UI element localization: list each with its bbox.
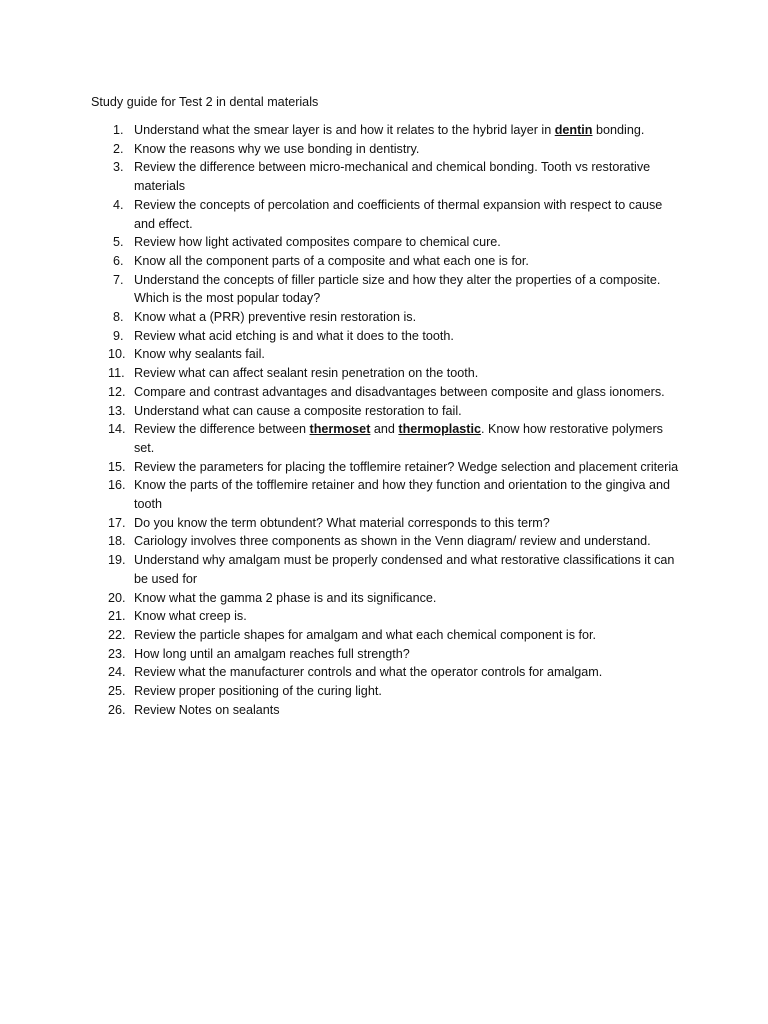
list-item — [108, 233, 680, 252]
list-item-number: 18. — [108, 534, 126, 549]
list-item-text — [134, 121, 680, 140]
text-segment: Review proper positioning of the curing light. — [134, 684, 382, 699]
list-item — [108, 271, 680, 308]
list-item — [108, 607, 680, 626]
list-item — [108, 158, 680, 195]
list-item-text — [134, 626, 680, 645]
list-item-number: 22. — [108, 627, 126, 642]
text-segment: Review what acid etching is and what it does to the tooth. — [134, 328, 454, 343]
list-item — [108, 626, 680, 645]
text-segment: Review the concepts of percolation and coefficients of thermal expansion with respect to cause and effect. — [134, 197, 663, 231]
list-item-number: 2. — [113, 141, 124, 156]
text-segment: Compare and contrast advantages and disadvantages between composite and glass ionomers. — [134, 384, 665, 399]
list-item — [108, 476, 680, 513]
list-item — [108, 402, 680, 421]
list-item-number: 24. — [108, 665, 126, 680]
list-item — [108, 121, 680, 140]
list-item-text — [134, 402, 680, 421]
list-item — [108, 682, 680, 701]
text-segment: Review the parameters for placing the tofflemire retainer? Wedge selection and placement criteria — [134, 459, 679, 474]
text-segment: Cariology involves three components as shown in the Venn diagram/ review and understand. — [134, 534, 651, 549]
text-segment: Understand why amalgam must be properly condensed and what restorative classifications it can be used for — [134, 553, 675, 586]
list-item-number: 10. — [108, 347, 126, 362]
text-segment: Review the difference between — [134, 422, 310, 437]
list-item-text — [134, 607, 680, 626]
text-segment: Review what the manufacturer controls and what the operator controls for amalgam. — [134, 665, 603, 680]
list-item — [108, 551, 680, 588]
list-item-number: 11. — [108, 366, 125, 381]
text-segment: Know what a (PRR) preventive resin restoration is. — [134, 310, 417, 325]
text-segment: Review the difference between micro-mechanical and chemical bonding. Tooth vs restorative materials — [134, 160, 651, 194]
list-item — [108, 663, 680, 682]
list-item-number: 25. — [108, 684, 126, 699]
text-segment: Know the parts of the tofflemire retainer and how they function and orientation to the gingiva and tooth — [134, 478, 671, 512]
list-item-text — [134, 420, 680, 457]
list-item — [108, 383, 680, 402]
text-segment: Know why sealants fail. — [134, 347, 265, 362]
list-item-number: 1. — [113, 123, 124, 137]
list-item — [108, 252, 680, 271]
list-item-number: 9. — [113, 328, 124, 343]
text-segment: Know what creep is. — [134, 609, 247, 624]
list-item-text — [134, 514, 680, 533]
list-item-number: 12. — [108, 384, 126, 399]
list-item-number: 19. — [108, 553, 126, 568]
list-item-text — [134, 140, 680, 159]
text-segment: . Know how restorative polymers set. — [134, 422, 663, 455]
list-item-number: 21. — [108, 609, 126, 624]
study-guide-list — [108, 121, 680, 720]
list-item-text — [134, 345, 680, 364]
list-item-number: 8. — [113, 310, 124, 325]
list-item-number: 14. — [108, 422, 126, 437]
emphasized-term: dentin — [554, 123, 593, 137]
text-segment: and — [370, 422, 399, 437]
list-item — [108, 308, 680, 327]
list-item-number: 17. — [108, 515, 126, 530]
list-item-text — [134, 271, 680, 308]
emphasized-term: thermoplastic — [398, 422, 481, 437]
text-segment: Review Notes on sealants — [134, 702, 280, 717]
list-item — [108, 196, 680, 233]
text-segment: Review how light activated composites compare to chemical cure. — [134, 235, 501, 250]
list-item-text — [134, 364, 680, 383]
list-item-number: 20. — [108, 590, 126, 605]
list-item-text — [134, 532, 680, 551]
list-item-number: 26. — [108, 702, 126, 717]
text-segment: Review what can affect sealant resin penetration on the tooth. — [134, 366, 479, 381]
list-item-text — [134, 476, 680, 513]
list-item-number: 3. — [113, 160, 124, 175]
list-item — [108, 514, 680, 533]
list-item — [108, 532, 680, 551]
text-segment: Understand the concepts of filler particle size and how they alter the properties of a composite. Which is the most popular today? — [134, 272, 661, 306]
list-item-number: 5. — [113, 235, 124, 250]
text-segment: Understand what can cause a composite restoration to fail. — [134, 403, 462, 418]
text-segment: Know what the gamma 2 phase is and its significance. — [134, 590, 437, 605]
list-item-number: 13. — [108, 403, 126, 418]
text-segment: Know all the component parts of a composite and what each one is for. — [134, 253, 529, 268]
document-title: Study guide for Test 2 in dental materials — [91, 95, 319, 109]
text-segment: bonding. — [592, 123, 645, 137]
text-segment: Understand what the smear layer is and how it relates to the hybrid layer in — [134, 123, 555, 137]
list-item-text — [134, 196, 680, 233]
list-item-text — [134, 458, 680, 477]
list-item-text — [134, 663, 680, 682]
emphasized-term: thermoset — [309, 422, 371, 437]
list-item-number: 23. — [108, 646, 126, 661]
list-item — [108, 140, 680, 159]
list-item — [108, 458, 680, 477]
list-item-text — [134, 158, 680, 195]
list-item-text — [134, 383, 680, 402]
list-item — [108, 701, 680, 720]
list-item-number: 4. — [113, 197, 124, 212]
list-item — [108, 589, 680, 608]
text-segment: Review the particle shapes for amalgam and what each chemical component is for. — [134, 627, 597, 642]
list-item-text — [134, 308, 680, 327]
list-item-text — [134, 252, 680, 271]
list-item-text — [134, 551, 680, 588]
list-item — [108, 327, 680, 346]
list-item-text — [134, 701, 680, 720]
text-segment: Know the reasons why we use bonding in dentistry. — [134, 141, 420, 156]
list-item — [108, 420, 680, 457]
list-item-number: 16. — [108, 478, 126, 493]
text-segment: How long until an amalgam reaches full strength? — [134, 646, 410, 661]
list-item-text — [134, 589, 680, 608]
list-item-text — [134, 327, 680, 346]
list-item — [108, 345, 680, 364]
list-item — [108, 364, 680, 383]
list-item-text — [134, 233, 680, 252]
list-item-number: 7. — [113, 272, 124, 287]
list-item-text — [134, 645, 680, 664]
list-item-number: 6. — [113, 253, 124, 268]
list-item-number: 15. — [108, 459, 126, 474]
list-item — [108, 645, 680, 664]
text-segment: Do you know the term obtundent? What material corresponds to this term? — [134, 515, 550, 530]
list-item-text — [134, 682, 680, 701]
